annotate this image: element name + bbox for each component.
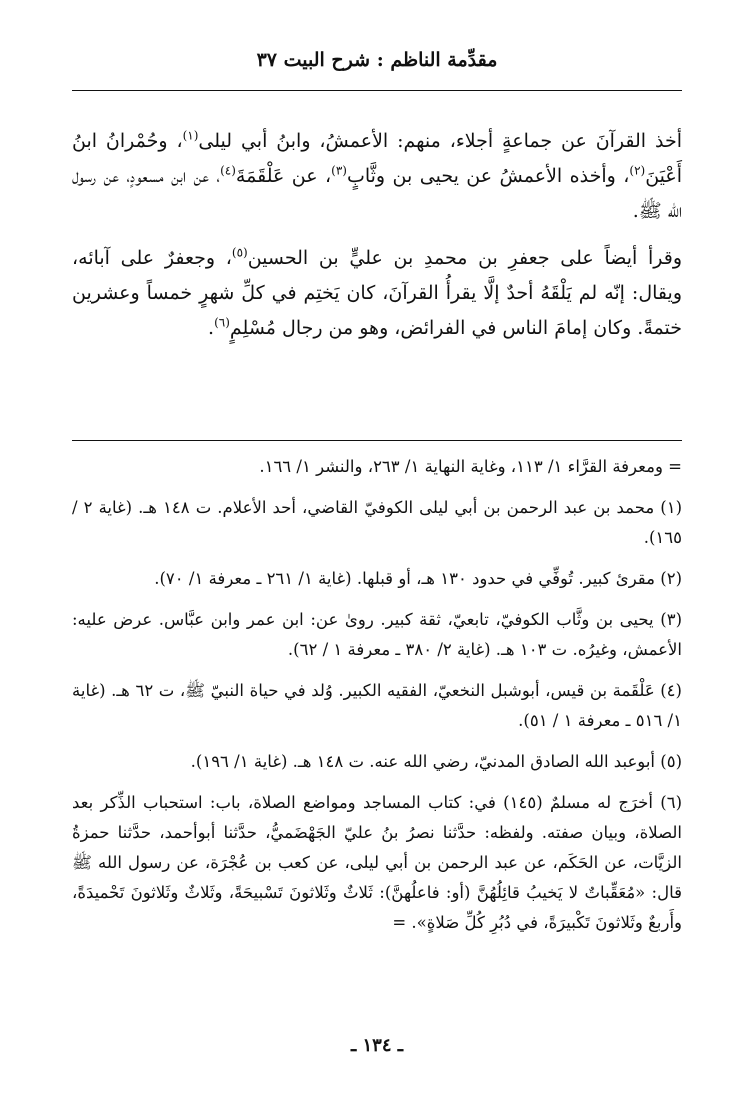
paragraph-text: ، عن ابن مسعودٍ، عن رسول الله ﷺ. bbox=[72, 165, 682, 222]
footnote-ref[interactable]: (١) bbox=[182, 128, 199, 143]
paragraph-1 bbox=[72, 124, 682, 229]
paragraph-text: ، وجعفرٌ على آبائه، ويقال: إنّه لم يَلْقَهُ أحدٌ إلَّا يقرأُ القرآنَ، كان يَختِم في كلِّ شهرٍ خمساً وعشرين ختمةً. وكان إمامَ الناس في الفرائض، وهو من رجال مُسْلِمٍ bbox=[72, 247, 682, 339]
paragraph-text: ، عن عَلْقَمَةَ bbox=[235, 165, 332, 187]
footnote-ref[interactable]: (٥) bbox=[231, 245, 248, 260]
footnotes bbox=[72, 452, 682, 949]
paragraph-text: ، وحُمْرانُ ابنُ أَعْيَنَ bbox=[72, 130, 683, 187]
footnote-3: (٣) يحيى بن وثَّاب الكوفيّ، تابعيّ، ثقة كبير. روىٰ عن: ابن عمر وابن عبَّاس. عرض عليه: الأعمش، وغيرُه. ت ١٠٣ هـ. (غاية ٢/ ٣٨٠ ـ معرفة ١ / ٦٢). bbox=[72, 610, 682, 659]
paragraph-text: . bbox=[208, 317, 215, 339]
main-text bbox=[72, 124, 682, 358]
footnote-ref[interactable]: (٣) bbox=[331, 163, 347, 178]
footnote-ref[interactable]: (٦) bbox=[214, 315, 230, 330]
footnote-ref[interactable]: (٤) bbox=[220, 163, 236, 178]
footnote-separator bbox=[72, 440, 682, 441]
page-number: ـ ١٣٤ ـ bbox=[350, 1035, 404, 1056]
footnote-continued: = ومعرفة القرَّاء ١/ ١١٣، وغاية النهاية ١/ ٢٦٣، والنشر ١/ ١٦٦. bbox=[259, 457, 682, 476]
paragraph-text: وقرأ أيضاً على جعفرِ بن محمدِ بن عليٍّ بن الحسين bbox=[247, 247, 683, 269]
footnote-ref[interactable]: (٢) bbox=[629, 163, 646, 178]
footnote-6: (٦) أخرَج له مسلمٌ (١٤٥) في: كتاب المساجد ومواضع الصلاة، باب: استحباب الذِّكر بعد الصلاة، وبيان صفته. ولفظه: حدَّثنا نصرُ بنُ عليّ الجَهْضَميُّ، حدَّثنا أبوأحمد، حدَّثنا حمزةُ الزيَّات، عن الحَكَم، عن عبد الرحمن بن أبي ليلى، عن كعب بن عُجْرَة، عن رسول الله ﷺ قال: «مُعَقِّباتٌ لا يَخيبُ قائِلُهُنَّ (أو: فاعلُهنَّ): ثَلاثٌ وثَلاثونَ تَسْبيحَةً، وثَلاثٌ وثَلاثونَ تَحْميدَةً، وأَربعٌ وثَلاثونَ تَكْبيرَةً، في دُبُرِ كُلِّ صَلاةٍ». = bbox=[72, 793, 682, 932]
footnote-1: (١) محمد بن عبد الرحمن بن أبي ليلى الكوفيّ القاضي، أحد الأعلام. ت ١٤٨ هـ. (غاية ٢ / ١٦٥). bbox=[72, 498, 683, 547]
book-page bbox=[72, 0, 682, 1104]
running-header: مقدِّمة الناظم : شرح البيت ٣٧ bbox=[256, 49, 498, 71]
header-rule bbox=[72, 90, 682, 91]
footnote-4: (٤) عَلْقَمة بن قيس، أبوشبل النخعيّ، الفقيه الكبير. وُلد في حياة النبيّ ﷺ، ت ٦٢ هـ. (غاية ١/ ٥١٦ ـ معرفة ١ / ٥١). bbox=[72, 681, 682, 730]
paragraph-text: أخذ القرآنَ عن جماعةٍ أجلاء، منهم: الأعمشُ، وابنُ أبي ليلى bbox=[198, 130, 682, 152]
footnote-5: (٥) أبوعبد الله الصادق المدنيّ، رضي الله عنه. ت ١٤٨ هـ. (غاية ١/ ١٩٦). bbox=[190, 752, 682, 771]
paragraph-2 bbox=[72, 241, 682, 346]
footnote-2: (٢) مقرئ كبير. تُوفِّي في حدود ١٣٠ هـ، أو قبلها. (غاية ١/ ٢٦١ ـ معرفة ١/ ٧٠). bbox=[154, 569, 682, 588]
paragraph-text: ، وأخذه الأعمشُ عن يحيى بن وثَّابٍ bbox=[346, 165, 630, 187]
